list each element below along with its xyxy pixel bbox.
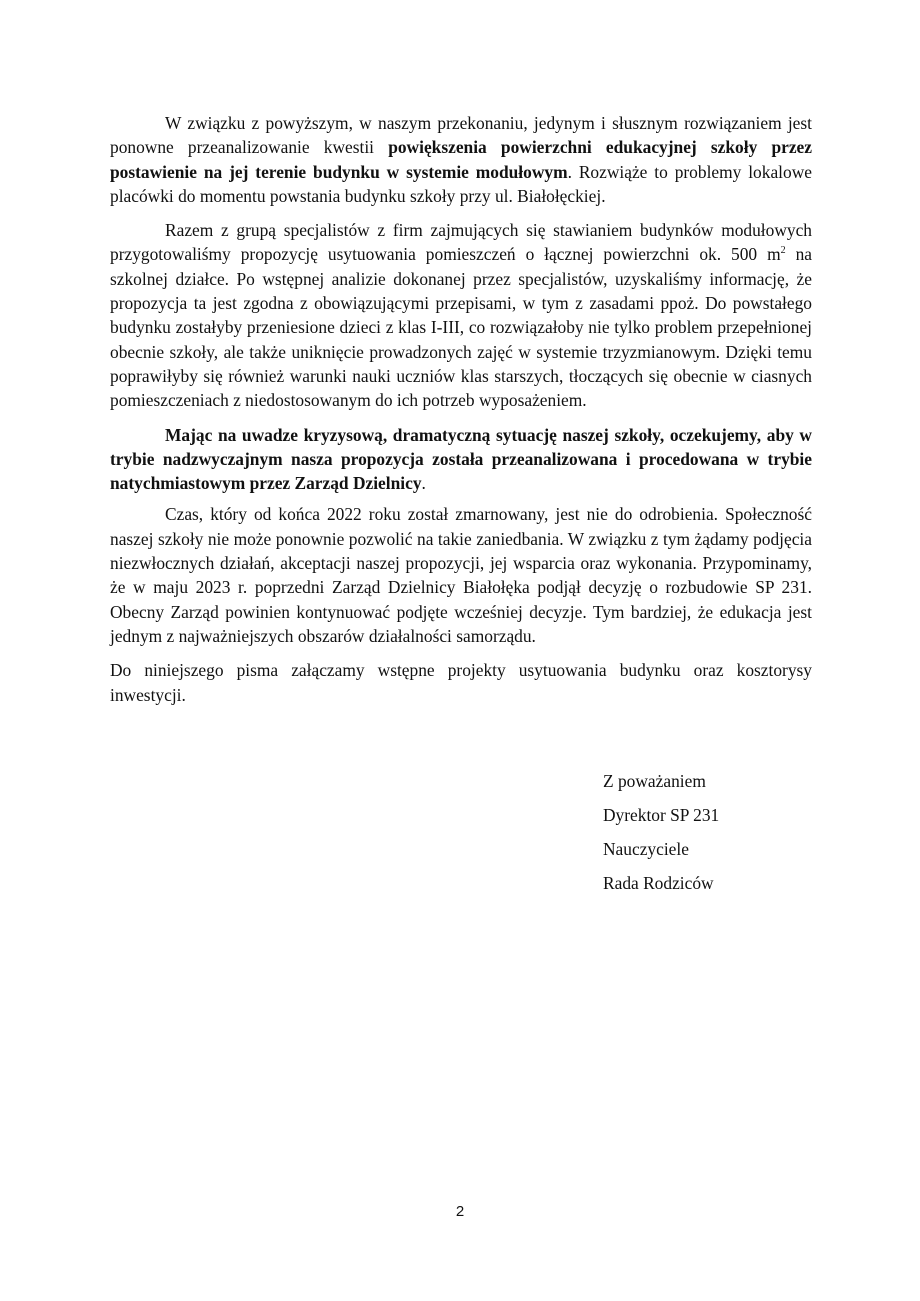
paragraph-demand-emergency-procedure [110,423,812,496]
paragraph-text: . [421,473,426,494]
paragraph-text: W związku z powyższym, w naszym przekonaniu, jedynym i słusznym rozwiązaniem jest ponowne przeanalizowanie kwestii [110,113,812,158]
signature-block [603,769,719,905]
paragraph-text: na szkolnej działce. Po wstępnej analizie dokonanej przez specjalistów, uzyskaliśmy informację, że propozycja ta jest zgodna z obowiązującymi przepisami, w tym z zasadami ppoż. Do powstałego budynku zostałyby przeniesione dzieci z klas I-III, co rozwiązałoby nie tylko problem przepełnionej obecnie szkoły, ale także uniknięcie prowadzonych zajęć w systemie trzyzmianowym. Dzięki temu poprawiłyby się również warunki nauki uczniów klas starszych, tłoczących się obecnie w ciasnych pomieszczeniach z niedostosowanym do ich potrzeb wyposażeniem. [110,244,813,411]
superscript: 2 [780,245,786,257]
paragraph-attachments: Do niniejszego pisma załączamy wstępne projekty usytuowania budynku oraz kosztorysy inwestycji. [110,660,812,705]
paragraph-specialists-analysis [110,218,812,412]
document-body [110,111,812,717]
paragraph-text: Razem z grupą specjalistów z firm zajmujących się stawianiem budynków modułowych przygotowaliśmy propozycję usytuowania pomieszczeń o łącznej powierzchni ok. 500 m [110,220,812,265]
paragraph-text: . Rozwiąże to problemy lokalowe placówki do momentu powstania budynku szkoły przy ul. Białołęckiej. [110,161,812,206]
signature-director: Dyrektor SP 231 [603,805,720,825]
paragraph-modular-building-proposal [110,111,812,208]
signature-teachers: Nauczyciele [603,839,689,859]
bold-emphasis: Mając na uwadze kryzysową, dramatyczną sytuację naszej szkoły, oczekujemy, aby w trybie nadzwyczajnym nasza propozycja została przeanalizowana i procedowana w trybie natychmiastowym przez Zarząd Dzielnicy [110,424,812,494]
signature-parents-council: Rada Rodziców [603,873,714,893]
page-number: 2 [455,1203,465,1220]
paragraph-wasted-time: Czas, który od końca 2022 roku został zmarnowany, jest nie do odrobienia. Społeczność naszej szkoły nie może ponownie pozwolić na takie zaniedbania. W związku z tym żądamy podjęcia niezwłocznych działań, akceptacji naszej propozycji, jej wsparcia oraz wykonania. Przypominamy, że w maju 2023 r. poprzedni Zarząd Dzielnicy Białołęka podjął decyzję o rozbudowie SP 231. Obecny Zarząd powinien kontynuować podjęte wcześniej decyzje. Tym bardziej, że edukacja jest jednym z najważniejszych obszarów działalności samorządu. [110,504,812,646]
bold-emphasis: powiększenia powierzchni edukacyjnej szkoły przez postawienie na jej terenie budynku w systemie modułowym [110,137,812,182]
signature-closing: Z poważaniem [603,771,706,791]
